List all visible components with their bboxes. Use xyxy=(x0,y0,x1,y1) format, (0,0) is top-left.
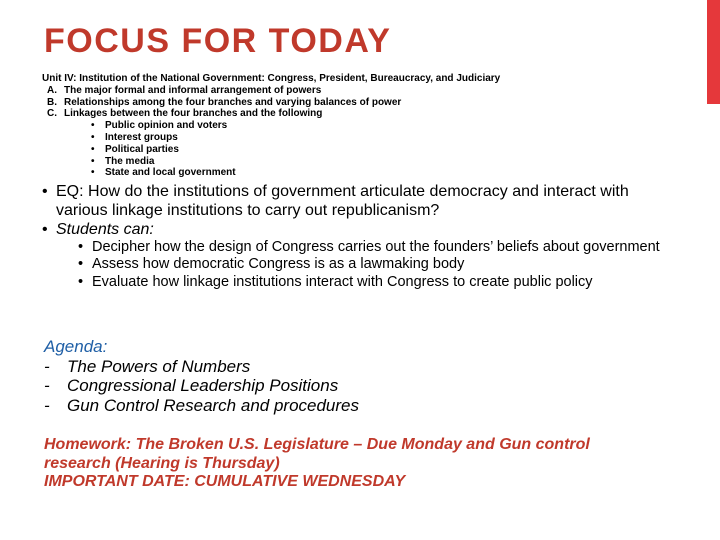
unit-outline xyxy=(42,73,500,179)
students-item xyxy=(42,220,662,239)
unit-item-text: Linkages between the four branches and the following xyxy=(64,108,323,120)
agenda-item xyxy=(44,357,359,377)
unit-item-letter: C. xyxy=(47,108,57,120)
bullet-icon: • xyxy=(42,183,48,200)
objective-item xyxy=(78,274,662,291)
unit-item-c xyxy=(42,108,500,120)
homework-section xyxy=(44,436,644,492)
objective-text: Decipher how the design of Congress carries out the founders’ beliefs about government xyxy=(92,239,660,255)
bullet-icon: • xyxy=(91,155,95,167)
linkage-text: Public opinion and voters xyxy=(105,120,228,132)
dash-icon: - xyxy=(44,376,50,395)
homework-text: Homework: The Broken U.S. Legislature – Due Monday and Gun control research (Hearing is Thursday) xyxy=(44,436,590,472)
linkage-bullet xyxy=(42,120,500,132)
agenda-item-text: Congressional Leadership Positions xyxy=(67,376,339,395)
bullet-icon: • xyxy=(78,239,84,255)
bullet-icon: • xyxy=(91,167,95,179)
unit-item-letter: B. xyxy=(47,96,57,108)
accent-bar xyxy=(707,0,720,104)
unit-item-a xyxy=(42,85,500,97)
agenda-item-text: Gun Control Research and procedures xyxy=(67,395,359,415)
unit-item-b xyxy=(42,97,500,109)
bullet-icon: • xyxy=(91,120,95,132)
unit-item-letter: A. xyxy=(47,84,57,96)
linkage-bullet xyxy=(42,156,500,168)
objective-item xyxy=(78,256,662,273)
linkage-bullet xyxy=(42,132,500,144)
objective-text: Assess how democratic Congress is as a lawmaking body xyxy=(92,256,465,273)
essential-question: EQ: How do the institutions of government articulate democracy and interact with various linkage institutions to carry out republicanism? xyxy=(56,183,629,219)
dash-icon: - xyxy=(44,395,50,415)
dash-icon: - xyxy=(44,356,50,376)
bullet-icon: • xyxy=(78,256,84,273)
linkage-text: Interest groups xyxy=(105,131,178,143)
bullet-icon: • xyxy=(78,273,84,290)
unit-heading: Unit IV: Institution of the National Government: Congress, President, Bureaucracy, and Judiciary xyxy=(42,73,501,84)
essential-question-section xyxy=(42,182,662,291)
eq-item xyxy=(42,182,662,220)
objectives-list xyxy=(42,239,662,291)
agenda-item xyxy=(44,396,359,416)
students-label: Students can: xyxy=(56,221,154,238)
agenda-item xyxy=(44,376,359,396)
bullet-icon: • xyxy=(91,143,95,155)
unit-item-text: Relationships among the four branches and varying balances of power xyxy=(64,96,402,108)
linkage-bullet xyxy=(42,144,500,156)
agenda-section xyxy=(44,337,359,415)
unit-item-text: The major formal and informal arrangement of powers xyxy=(64,84,322,96)
linkage-text: The media xyxy=(105,155,155,167)
objective-text: Evaluate how linkage institutions interact with Congress to create public policy xyxy=(92,273,593,290)
agenda-label: Agenda: xyxy=(44,337,108,356)
bullet-icon: • xyxy=(42,221,48,238)
objective-item xyxy=(78,239,662,256)
important-date: IMPORTANT DATE: CUMULATIVE WEDNESDAY xyxy=(44,473,406,490)
agenda-item-text: The Powers of Numbers xyxy=(67,356,251,376)
slide-title: FOCUS FOR TODAY xyxy=(44,22,392,60)
linkage-text: Political parties xyxy=(105,143,179,155)
linkage-text: State and local government xyxy=(105,167,236,179)
linkage-bullet xyxy=(42,167,500,179)
bullet-icon: • xyxy=(91,131,95,143)
